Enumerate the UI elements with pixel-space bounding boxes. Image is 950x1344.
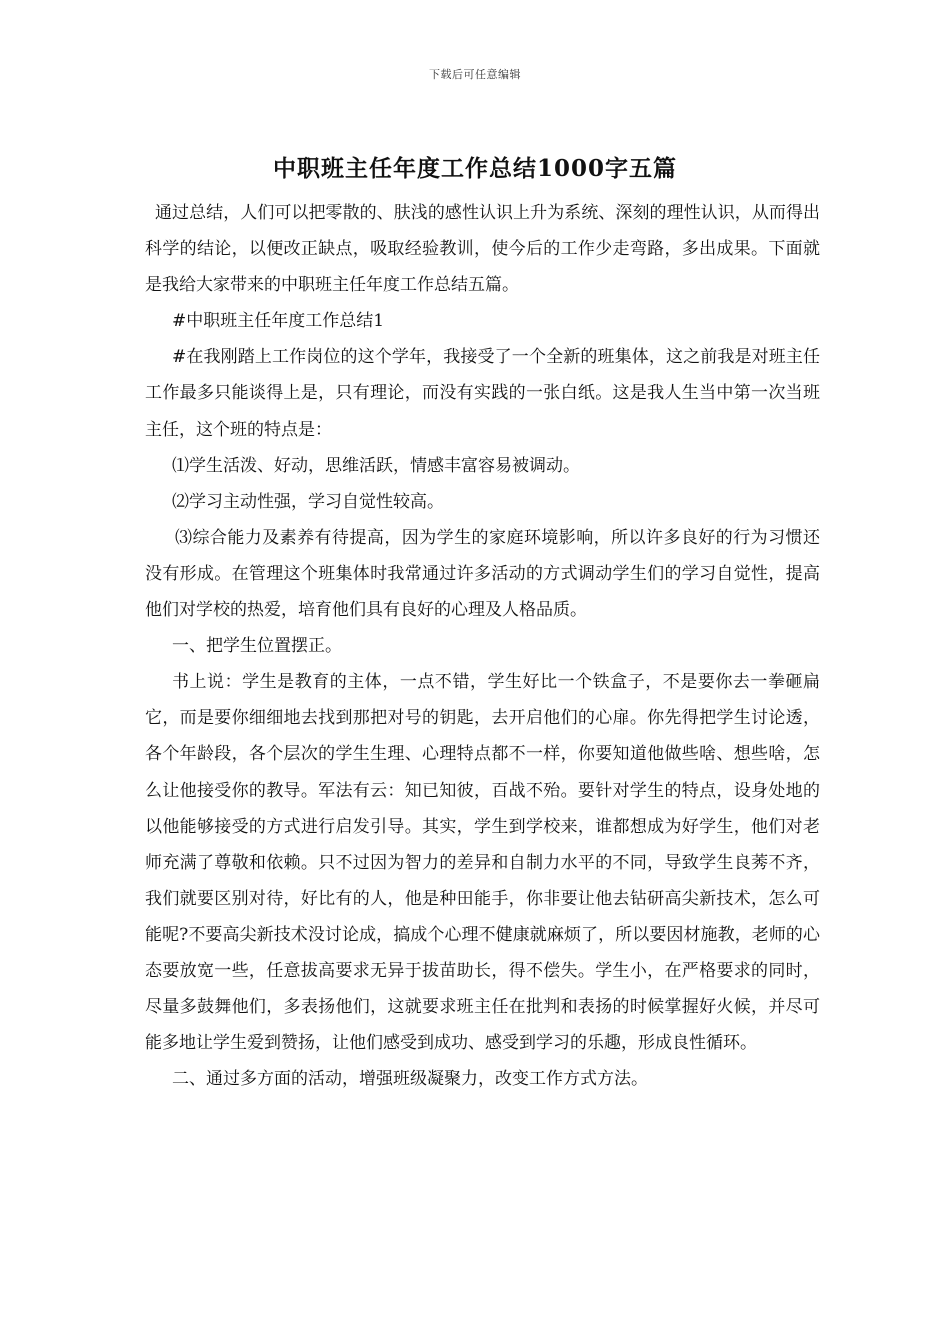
intro-paragraph: 通过总结，人们可以把零散的、肤浅的感性认识上升为系统、深刻的理性认识，从而得出科学的结论，以便改正缺点，吸取经验教训，使今后的工作少走弯路，多出成果。下面就是我给大家带来的中职班主任年度工作总结五篇。 [145,203,820,296]
list-item: ⑴学生活泼、好动，思维活跃，情感丰富容易被调动。 [172,455,580,476]
subheading: 一、把学生位置摆正。 [172,636,342,657]
document-body [145,195,820,1097]
body-paragraph: #在我刚踏上工作岗位的这个学年，我接受了一个全新的班集体，这之前我是对班主任工作最多只能谈得上是，只有理论，而没有实践的一张白纸。这是我人生当中第一次当班主任，这个班的特点是： [145,347,820,440]
list-item: ⑵学习主动性强，学习自觉性较高。 [172,491,444,512]
subheading: 二、通过多方面的活动，增强班级凝聚力，改变工作方式方法。 [172,1069,648,1090]
body-paragraph: 书上说：学生是教育的主体，一点不错，学生好比一个铁盒子，不是要你去一拳砸扁它，而是要你细细地去找到那把对号的钥匙，去开启他们的心扉。你先得把学生讨论透，各个年龄段，各个层次的学生生理、心理特点都不一样，你要知道他做些啥、想些啥，怎么让他接受你的教导。军法有云：知已知彼，百战不殆。要针对学生的特点，设身处地的以他能够接受的方式进行启发引导。其实，学生到学校来，谁都想成为好学生，他们对老师充满了尊敬和依赖。只不过因为智力的差异和自制力水平的不同，导致学生良莠不齐，我们就要区别对待，好比有的人，他是种田能手，你非要让他去钻研高尖新技术，怎么可能呢?不要高尖新技术没讨论成，搞成个心理不健康就麻烦了，所以要因材施教，老师的心态要放宽一些，任意拔高要求无异于拔苗助长，得不偿失。学生小，在严格要求的同时，尽量多鼓舞他们，多表扬他们，这就要求班主任在批判和表扬的时候掌握好火候，并尽可能多地让学生爱到赞扬，让他们感受到成功、感受到学习的乐趣，形成良性循环。 [145,672,820,1054]
document-title: 中职班主任年度工作总结1000字五篇 [272,155,677,182]
header-note: 下载后可任意编辑 [429,68,521,81]
list-item: ⑶综合能力及素养有待提高，因为学生的家庭环境影响，所以许多良好的行为习惯还没有形成。在管理这个班集体时我常通过许多活动的方式调动学生们的学习自觉性，提高他们对学校的热爱，培育他们具有良好的心理及人格品质。 [145,527,820,621]
section-heading: #中职班主任年度工作总结1 [172,311,385,332]
